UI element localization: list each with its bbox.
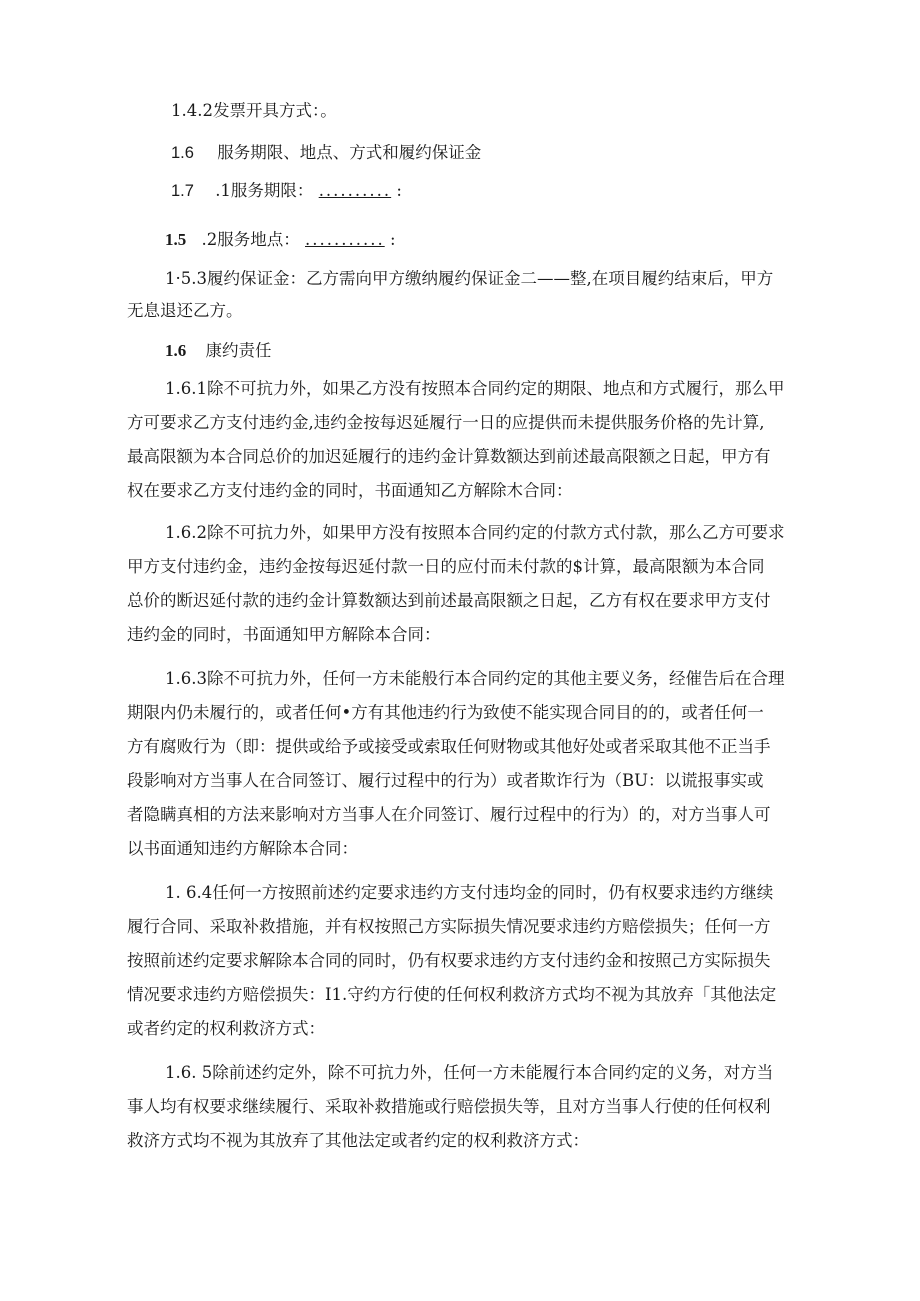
clause-title: 康约责任 xyxy=(205,341,272,360)
clause-1-5-3-line1: 1·5.3履约保证金：乙方需向甲方缴纳履约保证金二——整,在项目履约结束后，甲方 xyxy=(165,269,774,288)
fill-in-blank: ........... xyxy=(305,230,385,249)
clause-number: 1.5 xyxy=(165,230,187,249)
paragraph-1-6-3-line: 方有腐败行为（即：提供或给予或接受或索取任何财物或其他好处或者采取其他不正当手 xyxy=(127,737,771,756)
paragraph-1-6-1-line: 权在要求乙方支付违约金的同时，书面通知乙方解除木合同： xyxy=(127,481,573,500)
paragraph-1-6-1-line: 方可要求乙方支付违约金,违约金按每迟延履行一日的应提供而未提供服务价格的先计算, xyxy=(127,413,765,432)
paragraph-1-6-3-line: 段影响对方当事人在合同签订、履行过程中的行为）或者欺诈行为（BU：以谎报事实或 xyxy=(127,771,764,790)
paragraph-1-6-4-line: 情况要求违约方赔偿损失：I1.守约方行使的任何权利救济方式均不视为其放弃「其他法定 xyxy=(127,985,777,1004)
paragraph-1-6-1-line: 1.6.1除不可抗力外，如果乙方没有按照本合同约定的期限、地点和方式履行，那么甲 xyxy=(165,379,785,398)
paragraph-1-6-4-line: 按照前述约定要求解除本合同的同时，仍有权要求违约方支付违约金和按照己方实际损失 xyxy=(127,951,771,970)
clause-end-mark: : xyxy=(389,230,396,249)
clause-number: 1.6 xyxy=(171,144,194,162)
clause-service-period xyxy=(171,180,402,202)
clause-end-mark: : xyxy=(396,181,402,200)
clause-number: 1.7 xyxy=(171,182,194,200)
clause-1-6-heading xyxy=(171,142,481,164)
paragraph-1-6-5-line: 1.6. 5除前述约定外，除不可抗力外，任何一方未能履行本合同约定的义务，对方当 xyxy=(165,1063,774,1082)
paragraph-1-6-2-line: 违约金的同时，书面通知甲方解除本合同： xyxy=(127,625,441,644)
paragraph-1-6-3-line: 以书面通知违约方解除本合同： xyxy=(127,839,358,858)
paragraph-1-6-3-line: 期限内仍未履行的，或者任何•方有其他违约行为致使不能实现合同目的的，或者任何一 xyxy=(127,703,764,722)
clause-title: 服务期限、地点、方式和履约保证金 xyxy=(217,143,482,162)
paragraph-1-6-2-line: 1.6.2除不可抗力外，如果甲方没有按照本合同约定的付款方式付款，那么乙方可要求 xyxy=(165,523,785,542)
paragraph-1-6-5-line: 事人均有权要求继续履行、采取补救措施或行赔偿损失等，且对方当事人行使的任何权利 xyxy=(127,1097,771,1116)
paragraph-1-6-3-line: 者隐瞒真相的方法来影响对方当事人在介同签订、履行过程中的行为）的，对方当事人可 xyxy=(127,805,771,824)
clause-1-6-liability-heading xyxy=(165,340,272,362)
clause-number: 1.6 xyxy=(165,341,187,360)
clause-label: .1服务期限： xyxy=(215,181,314,200)
paragraph-1-6-4-line: 1. 6.4任何一方按照前述约定要求违约方支付违均金的同时，仍有权要求违约方继续 xyxy=(165,883,774,902)
paragraph-1-6-4-line: 或者约定的权利救济方式： xyxy=(127,1019,325,1038)
clause-1-4-2: 1.4.2发票开具方式：。 xyxy=(171,101,337,120)
paragraph-1-6-1-line: 最高限额为本合同总价的加迟延履行的违约金计算数额达到前述最高限额之日起，甲方有 xyxy=(127,447,771,466)
clause-1-5-3-line2: 无息退还乙方。 xyxy=(127,301,243,320)
paragraph-1-6-4-line: 履行合同、采取补救措施，并有权按照己方实际损失情况要求违约方赔偿损失；任何一方 xyxy=(127,917,771,936)
paragraph-1-6-3-line: 1.6.3除不可抗力外，任何一方未能般行本合同约定的其他主要义务，经催告后在合理 xyxy=(165,669,785,688)
clause-label: .2服务地点： xyxy=(201,230,300,249)
fill-in-blank: .......... xyxy=(318,181,392,200)
paragraph-1-6-2-line: 总价的断迟延付款的违约金计算数额达到前述最高限额之日起，乙方有权在要求甲方支付 xyxy=(127,591,771,610)
paragraph-1-6-2-line: 甲方支付违约金，违约金按每迟延付款一日的应付而未付款的$计算，最高限额为本合同 xyxy=(127,557,765,576)
clause-service-location xyxy=(165,229,396,251)
paragraph-1-6-5-line: 救济方式均不视为其放弃了其他法定或者约定的权利救济方式： xyxy=(127,1131,589,1150)
